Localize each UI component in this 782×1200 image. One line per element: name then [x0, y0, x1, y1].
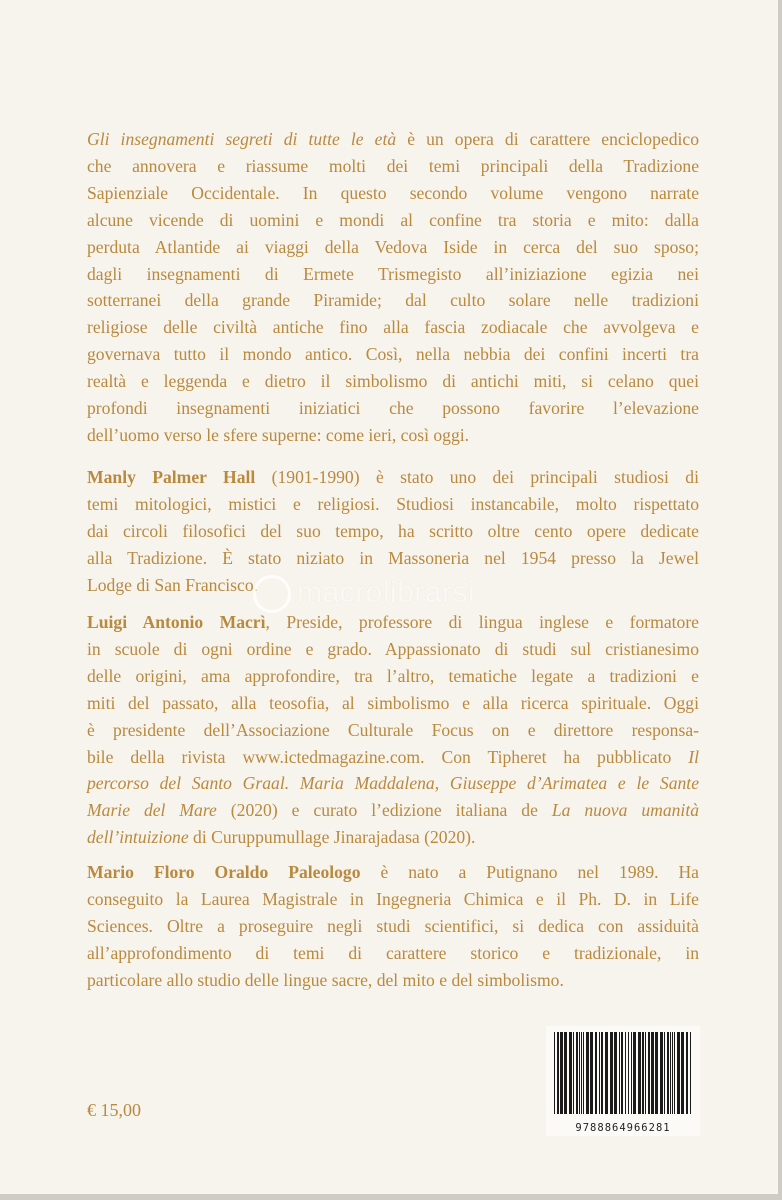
barcode-bar [686, 1032, 688, 1114]
barcode-bar [579, 1032, 580, 1114]
author-name: Luigi Antonio Macrì [87, 612, 266, 632]
barcode-bar [660, 1032, 663, 1114]
barcode-bar [631, 1032, 632, 1114]
barcode-bar [564, 1032, 567, 1114]
barcode-bar [581, 1032, 582, 1114]
barcode-bar [560, 1032, 563, 1114]
barcode-bar [590, 1032, 593, 1114]
barcode-bar [642, 1032, 644, 1114]
barcode-bar [576, 1032, 578, 1114]
barcode-bar [633, 1032, 636, 1114]
barcode-bar [638, 1032, 641, 1114]
author-bio-macri: Luigi Antonio Macrì, Preside, professore di lingua inglese e formatore in scuole di ogni ordine e grado. Appassionato di studi sul cristianesimo delle origini, ama approfondire, tra l’altro, tematiche legate a tradizioni e miti del passato, alla teosofia, al simbolismo e alla ricerca spirituale. Oggi è presidente dell’Associazione Culturale Focus on e direttore responsa- bile della rivista www.ictedmagazine.com. Con Tipheret ha pubblicato Il percorso del Santo Graal. Maria Maddalena, Giuseppe d’Arimatea e le Sante Marie del Mare (2020) e curato l’edizione italiana de La nuova umanità dell’intuizione di Curuppumullage Jinarajadasa (2020). [87, 612, 699, 848]
watermark: macrolibrarsi [253, 575, 475, 613]
author-name: Manly Palmer Hall [87, 467, 256, 487]
barcode-bar [586, 1032, 589, 1114]
author-name: Mario Floro Oraldo Paleologo [87, 862, 361, 882]
barcode-bar [645, 1032, 646, 1114]
barcode-bar [674, 1032, 675, 1114]
barcode-bars [546, 1026, 700, 1122]
barcode-bar [599, 1032, 600, 1114]
book-title: Gli insegnamenti segreti di tutte le età [87, 129, 397, 149]
barcode-bar [664, 1032, 665, 1114]
synopsis-paragraph: Gli insegnamenti segreti di tutte le età è un opera di carattere enciclopedico che annovera e riassume molti dei temi principali della Tradizione Sapienziale Occidentale. In questo secondo volume vengono narrate alcune vicende di uomini e mondi al confine tra storia e mito: dalla perduta Atlantide ai viaggi della Vedova Iside in cerca del suo sposo; dagli insegnamenti di Ermete Trismegisto all’iniziazione egizia nei sotterranei della grande Piramide; dal culto solare nelle tradizioni religiose delle civiltà antiche fino alla fascia zodiacale che avvolgeva e governava tutto il mondo antico. Così, nella nebbia dei confini incerti tra realtà e leggenda e dietro il simbolismo di antichi miti, si celano quei profondi insegnamenti iniziatici che possono favorire l’elevazione dell’uomo verso le sfere superne: come ieri, così oggi. [87, 129, 699, 445]
barcode [546, 1026, 700, 1136]
barcode-bar [557, 1032, 559, 1114]
barcode-bar [667, 1032, 669, 1114]
barcode-bar [619, 1032, 620, 1114]
barcode-bar [595, 1032, 597, 1114]
barcode-bar [648, 1032, 650, 1114]
barcode-bar [681, 1032, 684, 1114]
barcode-bar [583, 1032, 584, 1114]
barcode-bar [569, 1032, 572, 1114]
barcode-bar [601, 1032, 603, 1114]
barcode-bar [625, 1032, 626, 1114]
watermark-logo-icon [253, 575, 291, 613]
barcode-bar [573, 1032, 574, 1114]
barcode-bar [605, 1032, 608, 1114]
barcode-bar [610, 1032, 613, 1114]
author-bio-paleologo: Mario Floro Oraldo Paleologo è nato a Putignano nel 1989. Ha conseguito la Laurea Magistrale in Ingegneria Chimica e il Ph. D. in Life Sciences. Oltre a proseguire negli studi scientifici, si dedica con assiduità all’approfondimento di temi di carattere storico e tradizionale, in particolare allo studio delle lingue sacre, del mito e del simbolismo. [87, 862, 699, 990]
barcode-bar [655, 1032, 658, 1114]
price: € 15,00 [87, 1100, 141, 1120]
barcode-bar [672, 1032, 673, 1114]
barcode-bar [628, 1032, 629, 1114]
barcode-bar [651, 1032, 654, 1114]
barcode-number: 9788864966281 [575, 1122, 671, 1134]
barcode-bar [690, 1032, 691, 1114]
barcode-bar [670, 1032, 671, 1114]
barcode-bar [554, 1032, 555, 1114]
barcode-bar [614, 1032, 617, 1114]
barcode-bar [677, 1032, 680, 1114]
author-bio-hall: Manly Palmer Hall (1901-1990) è stato uno dei principali studiosi di temi mitologici, mistici e religiosi. Studiosi instancabile, molto rispettato dai circoli filosofici del suo tempo, ha scritto oltre cento opere dedicate alla Tradizione. È stato niziato in Massoneria nel 1954 presso la Jewel Lodge di San Francisco. [87, 467, 699, 595]
barcode-bar [621, 1032, 623, 1114]
